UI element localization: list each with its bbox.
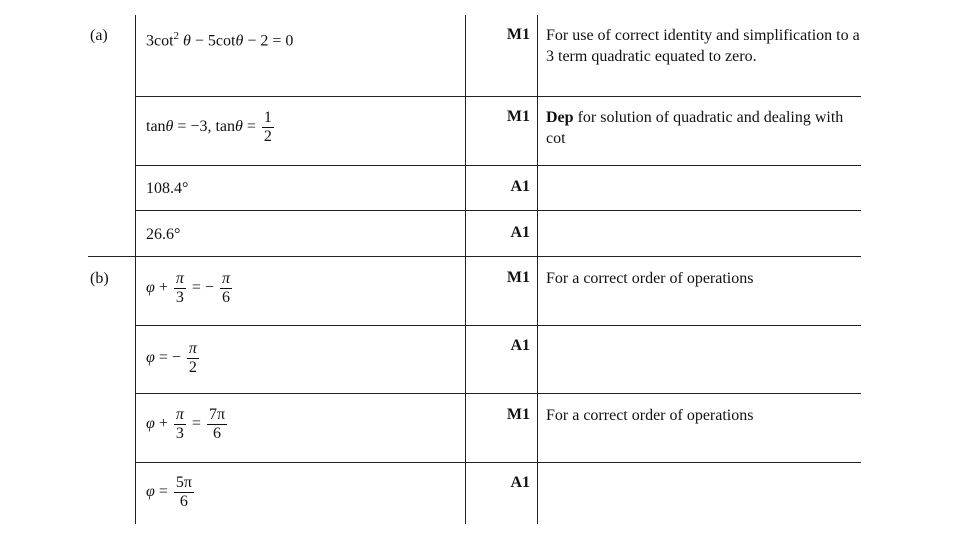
row-divider-3 (135, 210, 861, 211)
mark-row-6: A1 (510, 337, 530, 354)
working-row-8: φ = $\frac{5\pi}{6}$ (146, 474, 192, 510)
note-row-2: Dep for solution of quadratic and dealing with cot (546, 109, 844, 147)
fraction-half: $\frac{1}{2}$ (263, 109, 272, 145)
note-row-5: For a correct order of operations (546, 270, 754, 287)
mark-row-1: M1 (506, 26, 530, 43)
working-row-5: φ + $\frac{\pi}{3}$ = − $\frac{\pi}{6}$ (146, 270, 230, 306)
working-row-6: φ = − $\frac{\pi}{2}$ (146, 340, 197, 376)
part-label-a: (a) (90, 27, 108, 44)
working-row-2: tanθ = −3, tanθ = $\frac{1}{2}$ (146, 109, 272, 145)
row-divider-4 (88, 256, 861, 257)
mark-row-2: M1 (506, 108, 530, 125)
col-divider-left (135, 15, 136, 524)
working-row-4: 26.6° (146, 226, 181, 243)
working-row-3: 108.4° (146, 180, 189, 197)
row-divider-1 (135, 96, 861, 97)
row-divider-5 (135, 325, 861, 326)
mark-row-7: M1 (506, 406, 530, 423)
mark-row-4: A1 (510, 224, 530, 241)
col-divider-right (537, 15, 538, 524)
part-label-b: (b) (90, 270, 109, 287)
row-divider-6 (135, 393, 861, 394)
mark-row-3: A1 (510, 178, 530, 195)
note-row-7: For a correct order of operations (546, 407, 754, 424)
mark-row-8: A1 (510, 474, 530, 491)
note-row-1: For use of correct identity and simplification to a 3 term quadratic equated to zero. (546, 27, 860, 65)
row-divider-2 (135, 165, 861, 166)
working-row-1: $3\cot^2$ θ − 5cotθ − 2 = 0 (146, 30, 294, 50)
working-row-7: φ + $\frac{\pi}{3}$ = $\frac{7\pi}{6}$ (146, 406, 226, 442)
mark-row-5: M1 (506, 269, 530, 286)
row-divider-7 (135, 462, 861, 463)
